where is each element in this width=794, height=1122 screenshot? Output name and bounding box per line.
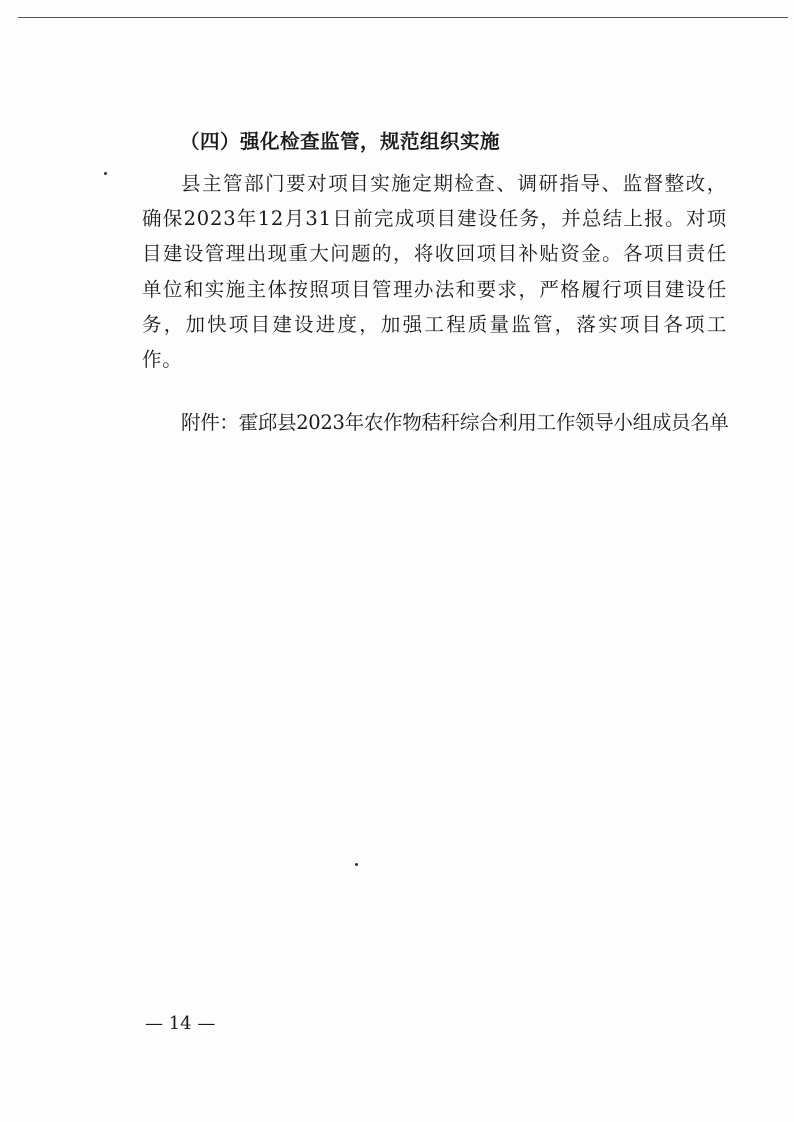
page-number: — 14 — [145, 1013, 216, 1034]
section-heading: （四）强化检查监管，规范组织实施 [180, 130, 501, 153]
top-rule [18, 17, 788, 18]
scan-speck [104, 172, 107, 175]
scan-speck [355, 863, 358, 866]
section-paragraph: 县主管部门要对项目实施定期检查、调研指导、监督整改，确保2023年12月31日前完成项目建设任务，并总结上报。对项目建设管理出现重大问题的，将收回项目补贴资金。各项目责任单位和实施主体按照项目管理办法和要求，严格履行项目建设任务，加快项目建设进度，加强工程质量监管，落实项目各项工作。 [142, 172, 727, 372]
page-content [142, 130, 727, 436]
attachment-line: 附件：霍邱县2023年农作物秸秆综合利用工作领导小组成员名单 [181, 411, 729, 435]
